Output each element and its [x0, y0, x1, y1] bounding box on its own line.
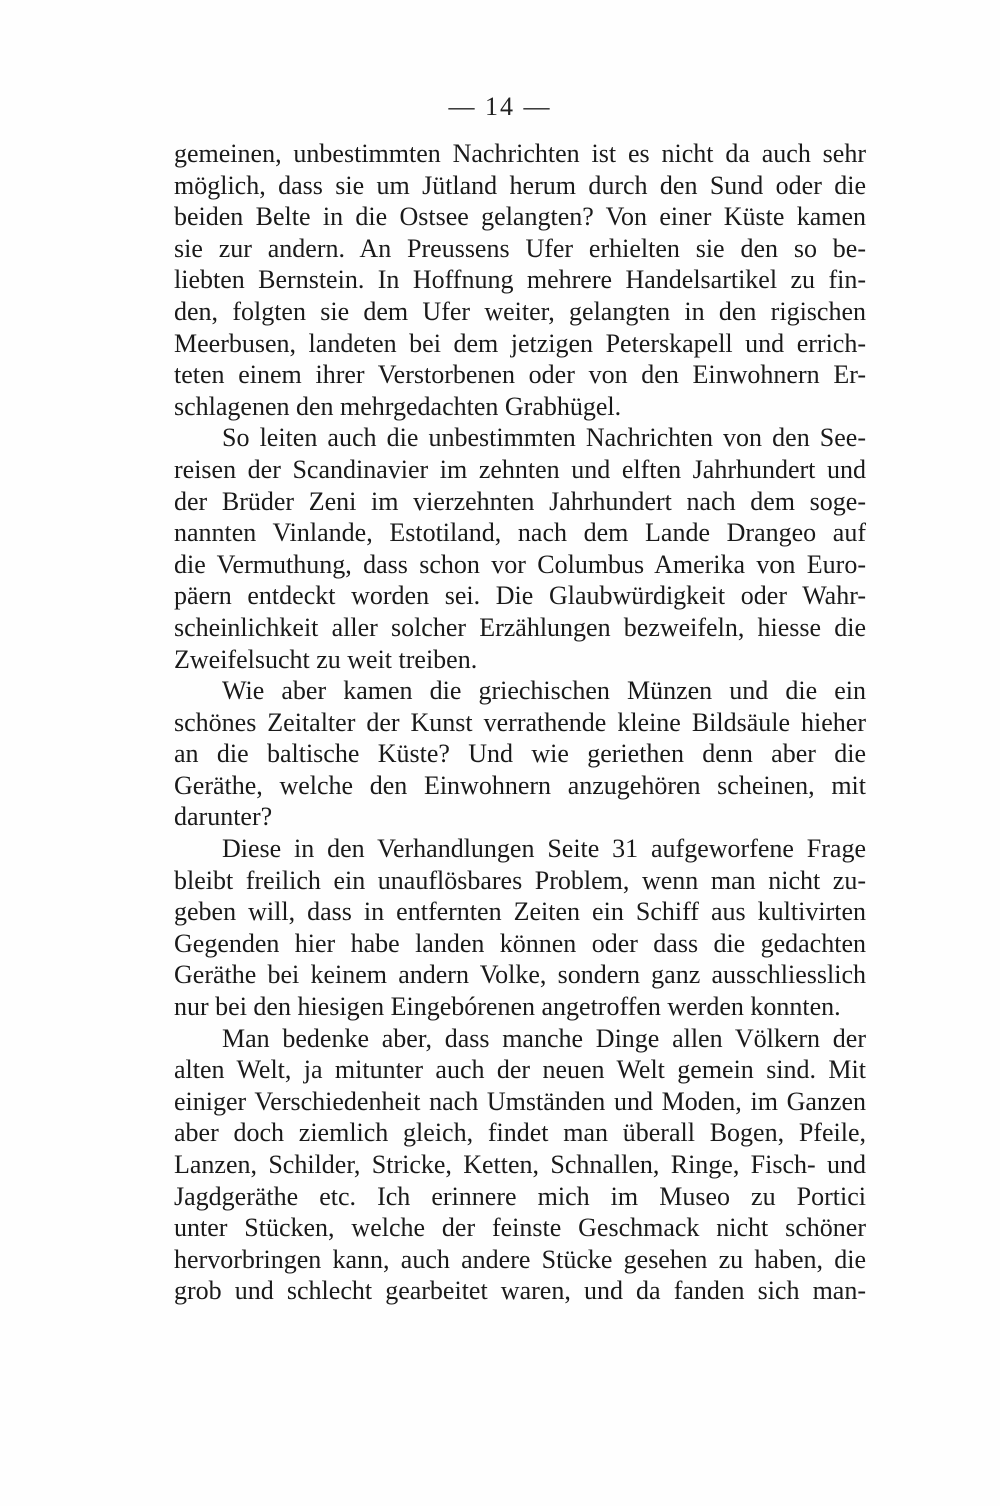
text-line: darunter?	[174, 802, 273, 832]
text-line: schlagenen den mehrgedachten Grabhügel.	[174, 391, 622, 421]
text-line: liebten Bernstein. In Hoffnung mehrere Handelsartikel zu fin-	[174, 265, 866, 295]
text-line: Diese in den Verhandlungen Seite 31 aufgeworfene Frage	[222, 834, 866, 864]
text-line: scheinlichkeit aller solcher Erzählungen bezweifeln, hiesse die	[174, 612, 866, 642]
text-line: Geräthe bei keinem andern Volke, sondern ganz ausschliesslich	[174, 960, 866, 990]
text-line: nannten Vinlande, Estotiland, nach dem Lande Drangeo auf	[174, 518, 866, 548]
text-line: päern entdeckt worden sei. Die Glaubwürdigkeit oder Wahr-	[174, 581, 866, 611]
text-line: gemeinen, unbestimmten Nachrichten ist es nicht da auch sehr	[174, 139, 866, 168]
text-line: Lanzen, Schilder, Stricke, Ketten, Schnallen, Ringe, Fisch- und	[174, 1150, 866, 1179]
text-line: geben will, dass in entfernten Zeiten ein Schiff aus kultivirten	[174, 897, 866, 927]
text-line: sie zur andern. An Preussens Ufer erhielten sie den so be-	[174, 233, 866, 263]
text-line: die Vermuthung, dass schon vor Columbus Amerika von Euro-	[174, 549, 866, 579]
text-line: Jagdgeräthe etc. Ich erinnere mich im Museo zu Portici	[174, 1181, 866, 1211]
text-line: an die baltische Küste? Und wie geriethen denn aber die	[174, 739, 866, 769]
text-line: einiger Verschiedenheit nach Umständen und Moden, im Ganzen	[174, 1086, 866, 1116]
body-text	[174, 138, 866, 1307]
text-line: Wie aber kamen die griechischen Münzen und die ein	[222, 676, 866, 706]
text-line: Zweifelsucht zu weit treiben.	[174, 644, 478, 674]
text-line: So leiten auch die unbestimmten Nachrichten von den See-	[222, 423, 866, 453]
text-line: Gegenden hier habe landen können oder dass die gedachten	[174, 928, 866, 958]
text-line: den, folgten sie dem Ufer weiter, gelangten in den rigischen	[174, 296, 866, 326]
text-line: Man bedenke aber, dass manche Dinge allen Völkern der	[222, 1023, 866, 1053]
text-line: der Brüder Zeni im vierzehnten Jahrhundert nach dem soge-	[174, 486, 866, 516]
text-line: Geräthe, welche den Einwohnern anzugehören scheinen, mit	[174, 770, 866, 800]
text-line: teten einem ihrer Verstorbenen oder von den Einwohnern Er-	[174, 360, 866, 390]
text-line: nur bei den hiesigen Eingebórenen angetroffen werden konnten.	[174, 992, 841, 1022]
text-line: schönes Zeitalter der Kunst verrathende kleine Bildsäule hieher	[174, 707, 866, 737]
text-line: hervorbringen kann, auch andere Stücke gesehen zu haben, die	[174, 1244, 866, 1274]
text-line: reisen der Scandinavier im zehnten und elften Jahrhundert und	[174, 454, 866, 484]
text-line: grob und schlecht gearbeitet waren, und da fanden sich man-	[174, 1276, 866, 1306]
page-number: — 14 —	[448, 92, 552, 121]
text-line: möglich, dass sie um Jütland herum durch den Sund oder die	[174, 170, 866, 200]
text-line: bleibt freilich ein unauflösbares Problem, wenn man nicht zu-	[174, 865, 866, 895]
text-line: Meerbusen, landeten bei dem jetzigen Peterskapell und errich-	[174, 328, 866, 358]
text-line: alten Welt, ja mitunter auch der neuen Welt gemein sind. Mit	[174, 1055, 866, 1085]
text-line: aber doch ziemlich gleich, findet man überall Bogen, Pfeile,	[174, 1118, 866, 1148]
text-line: unter Stücken, welche der feinste Geschmack nicht schöner	[174, 1213, 866, 1243]
text-line: beiden Belte in die Ostsee gelangten? Von einer Küste kamen	[174, 202, 866, 232]
